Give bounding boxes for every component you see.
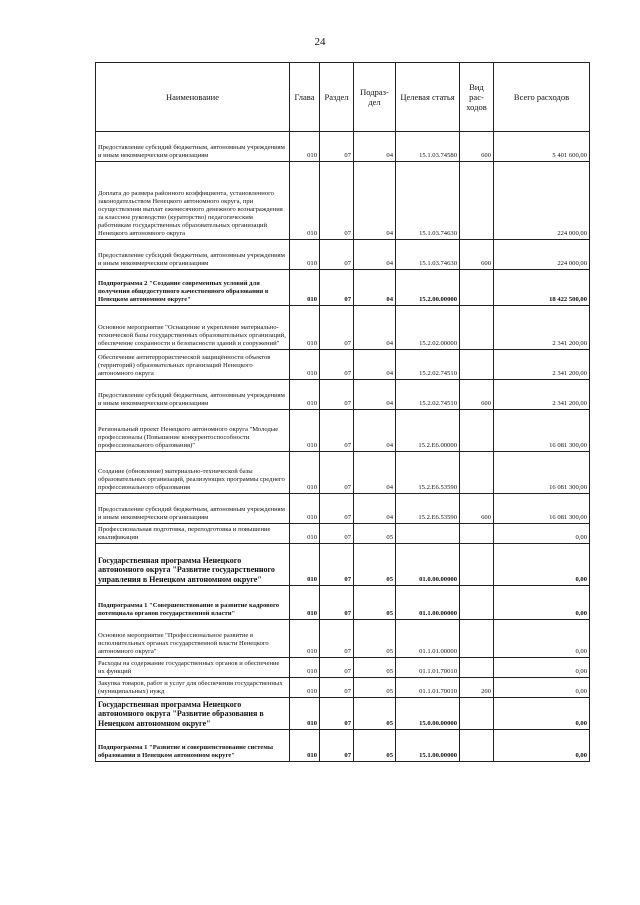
cell-razdel: 07 — [320, 306, 354, 350]
cell-celevaya: 15.0.00.00000 — [396, 698, 460, 730]
cell-celevaya: 01.1.01.70010 — [396, 658, 460, 678]
cell-total: 16 081 300,00 — [494, 452, 590, 494]
cell-total: 224 000,00 — [494, 240, 590, 270]
cell-glava: 010 — [290, 132, 320, 162]
cell-glava: 010 — [290, 380, 320, 410]
cell-vid: 200 — [460, 678, 494, 698]
cell-celevaya — [396, 524, 460, 544]
cell-glava: 010 — [290, 306, 320, 350]
cell-glava: 010 — [290, 658, 320, 678]
cell-razdel: 07 — [320, 240, 354, 270]
cell-total: 18 422 500,00 — [494, 270, 590, 306]
header-vid: Вид рас-ходов — [460, 63, 494, 132]
cell-total: 0,00 — [494, 544, 590, 586]
cell-podrazdel: 04 — [354, 410, 396, 452]
cell-razdel: 07 — [320, 270, 354, 306]
cell-vid — [460, 620, 494, 658]
cell-vid: 600 — [460, 240, 494, 270]
cell-vid — [460, 730, 494, 762]
cell-podrazdel: 05 — [354, 678, 396, 698]
cell-razdel: 07 — [320, 544, 354, 586]
cell-celevaya: 15.2.E6.00000 — [396, 410, 460, 452]
cell-vid — [460, 452, 494, 494]
cell-name: Расходы на содержание государственных органов и обеспечение их функций — [96, 658, 290, 678]
cell-name: Предоставление субсидий бюджетным, автономным учреждениям и иным некоммерческим организациям — [96, 132, 290, 162]
cell-total: 5 401 600,00 — [494, 132, 590, 162]
cell-name: Создание (обновление) материально-технической базы образовательных организаций, реализующих программы среднего профессионального образования — [96, 452, 290, 494]
cell-celevaya: 15.2.00.00000 — [396, 270, 460, 306]
cell-glava: 010 — [290, 494, 320, 524]
cell-vid: 600 — [460, 380, 494, 410]
budget-table — [95, 62, 590, 762]
cell-podrazdel: 04 — [354, 270, 396, 306]
cell-razdel: 07 — [320, 678, 354, 698]
header-name: Наименование — [96, 63, 290, 132]
header-total: Всего расходов — [494, 63, 590, 132]
cell-podrazdel: 04 — [354, 306, 396, 350]
cell-name: Обеспечение антитеррористической защищённости объектов (территорий) образовательных организаций Ненецкого автономного округа — [96, 350, 290, 380]
cell-name: Закупка товаров, работ и услуг для обеспечения государственных (муниципальных) нужд — [96, 678, 290, 698]
cell-vid — [460, 410, 494, 452]
cell-razdel: 07 — [320, 452, 354, 494]
cell-podrazdel: 04 — [354, 380, 396, 410]
cell-glava: 010 — [290, 730, 320, 762]
cell-razdel: 07 — [320, 132, 354, 162]
table-row — [96, 270, 590, 306]
cell-vid — [460, 162, 494, 240]
cell-total: 0,00 — [494, 678, 590, 698]
cell-podrazdel: 05 — [354, 620, 396, 658]
cell-name: Государственная программа Ненецкого автономного округа "Развитие образования в Ненецком автономном округе" — [96, 698, 290, 730]
table-row — [96, 410, 590, 452]
table-row — [96, 678, 590, 698]
cell-celevaya: 01.1.00.00000 — [396, 586, 460, 620]
cell-razdel: 07 — [320, 410, 354, 452]
cell-vid — [460, 698, 494, 730]
cell-razdel: 07 — [320, 524, 354, 544]
table-row — [96, 380, 590, 410]
cell-podrazdel: 04 — [354, 132, 396, 162]
cell-name: Основное мероприятие "Оснащение и укрепление материально-технической базы государственных образовательных организаций, обеспечение сохранности и безопасности зданий и сооружений" — [96, 306, 290, 350]
cell-total: 16 081 300,00 — [494, 494, 590, 524]
table-row — [96, 658, 590, 678]
cell-glava: 010 — [290, 452, 320, 494]
table-row — [96, 524, 590, 544]
cell-razdel: 07 — [320, 494, 354, 524]
cell-vid — [460, 544, 494, 586]
cell-razdel: 07 — [320, 380, 354, 410]
cell-name: Предоставление субсидий бюджетным, автономным учреждениям и иным некоммерческим организациям — [96, 380, 290, 410]
cell-celevaya: 15.1.03.74630 — [396, 162, 460, 240]
cell-total: 224 000,00 — [494, 162, 590, 240]
cell-podrazdel: 04 — [354, 350, 396, 380]
cell-razdel: 07 — [320, 162, 354, 240]
cell-celevaya: 01.1.01.00000 — [396, 620, 460, 658]
table-header-row — [96, 63, 590, 132]
cell-podrazdel: 05 — [354, 730, 396, 762]
table-row — [96, 306, 590, 350]
cell-celevaya: 15.1.03.74630 — [396, 240, 460, 270]
cell-celevaya: 15.1.00.00000 — [396, 730, 460, 762]
cell-total: 0,00 — [494, 698, 590, 730]
cell-podrazdel: 05 — [354, 698, 396, 730]
cell-name: Доплата до размера районного коэффициента, установленного законодательством Ненецкого автономного округа, при осуществлении выплат ежемесячного денежного вознаграждения за классное руководство (кураторство) педагогическим работникам государственных образовательных организаций Ненецкого автономного округа — [96, 162, 290, 240]
table-body — [96, 132, 590, 762]
cell-glava: 010 — [290, 586, 320, 620]
cell-name: Государственная программа Ненецкого автономного округа "Развитие государственного управления в Ненецком автономном округе" — [96, 544, 290, 586]
cell-celevaya: 15.1.03.74580 — [396, 132, 460, 162]
cell-vid — [460, 586, 494, 620]
cell-celevaya: 15.2.02.00000 — [396, 306, 460, 350]
cell-podrazdel: 05 — [354, 586, 396, 620]
cell-total: 0,00 — [494, 730, 590, 762]
cell-razdel: 07 — [320, 620, 354, 658]
table-row — [96, 586, 590, 620]
cell-name: Предоставление субсидий бюджетным, автономным учреждениям и иным некоммерческим организациям — [96, 240, 290, 270]
cell-total: 2 341 200,00 — [494, 380, 590, 410]
cell-glava: 010 — [290, 544, 320, 586]
table-row — [96, 240, 590, 270]
cell-glava: 010 — [290, 524, 320, 544]
cell-vid — [460, 524, 494, 544]
cell-razdel: 07 — [320, 586, 354, 620]
cell-glava: 010 — [290, 698, 320, 730]
cell-name: Региональный проект Ненецкого автономного округа "Молодые профессионалы (Повышение конкурентоспособности профессионального образования)" — [96, 410, 290, 452]
cell-podrazdel: 04 — [354, 494, 396, 524]
cell-podrazdel: 05 — [354, 524, 396, 544]
cell-name: Профессиональная подготовка, переподготовка и повышение квалификации — [96, 524, 290, 544]
cell-razdel: 07 — [320, 698, 354, 730]
cell-name: Предоставление субсидий бюджетным, автономным учреждениям и иным некоммерческим организациям — [96, 494, 290, 524]
cell-celevaya: 15.2.E6.53590 — [396, 494, 460, 524]
cell-podrazdel: 04 — [354, 452, 396, 494]
page-number: 24 — [314, 36, 326, 48]
table-row — [96, 132, 590, 162]
cell-podrazdel: 04 — [354, 240, 396, 270]
cell-glava: 010 — [290, 270, 320, 306]
cell-vid: 600 — [460, 132, 494, 162]
cell-razdel: 07 — [320, 350, 354, 380]
table-row — [96, 544, 590, 586]
cell-total: 2 341 200,00 — [494, 306, 590, 350]
cell-vid — [460, 350, 494, 380]
table-row — [96, 620, 590, 658]
cell-glava: 010 — [290, 678, 320, 698]
header-podrazdel: Подраз-дел — [354, 63, 396, 132]
cell-celevaya: 01.1.01.70010 — [396, 678, 460, 698]
table-row — [96, 494, 590, 524]
cell-name: Подпрограмма 1 "Совершенствование и развитие кадрового потенциала органов государственной власти" — [96, 586, 290, 620]
cell-total: 16 081 300,00 — [494, 410, 590, 452]
cell-glava: 010 — [290, 410, 320, 452]
cell-celevaya: 15.2.02.74510 — [396, 350, 460, 380]
table-row — [96, 350, 590, 380]
cell-celevaya: 15.2.02.74510 — [396, 380, 460, 410]
cell-vid — [460, 270, 494, 306]
header-celevaya: Целевая статья — [396, 63, 460, 132]
table-row — [96, 730, 590, 762]
cell-name: Подпрограмма 1 "Развитие и совершенствование системы образования в Ненецком автономном округе" — [96, 730, 290, 762]
table-row — [96, 698, 590, 730]
cell-razdel: 07 — [320, 658, 354, 678]
cell-total: 0,00 — [494, 620, 590, 658]
cell-podrazdel: 05 — [354, 544, 396, 586]
table-row — [96, 452, 590, 494]
cell-glava: 010 — [290, 162, 320, 240]
cell-glava: 010 — [290, 620, 320, 658]
cell-glava: 010 — [290, 240, 320, 270]
header-razdel: Раздел — [320, 63, 354, 132]
cell-celevaya: 15.2.E6.53590 — [396, 452, 460, 494]
table-row — [96, 162, 590, 240]
cell-podrazdel: 05 — [354, 658, 396, 678]
cell-vid — [460, 306, 494, 350]
cell-total: 2 341 200,00 — [494, 350, 590, 380]
cell-total: 0,00 — [494, 524, 590, 544]
cell-vid — [460, 658, 494, 678]
cell-total: 0,00 — [494, 586, 590, 620]
cell-vid: 600 — [460, 494, 494, 524]
cell-podrazdel: 04 — [354, 162, 396, 240]
header-glava: Глава — [290, 63, 320, 132]
cell-razdel: 07 — [320, 730, 354, 762]
cell-celevaya: 01.0.00.00000 — [396, 544, 460, 586]
cell-name: Подпрограмма 2 "Создание современных условий для получения общедоступного качественного образования в Ненецком автономном округе" — [96, 270, 290, 306]
cell-glava: 010 — [290, 350, 320, 380]
cell-total: 0,00 — [494, 658, 590, 678]
cell-name: Основное мероприятие "Профессиональное развитие в исполнительных органах государственной власти Ненецкого автономного округа" — [96, 620, 290, 658]
